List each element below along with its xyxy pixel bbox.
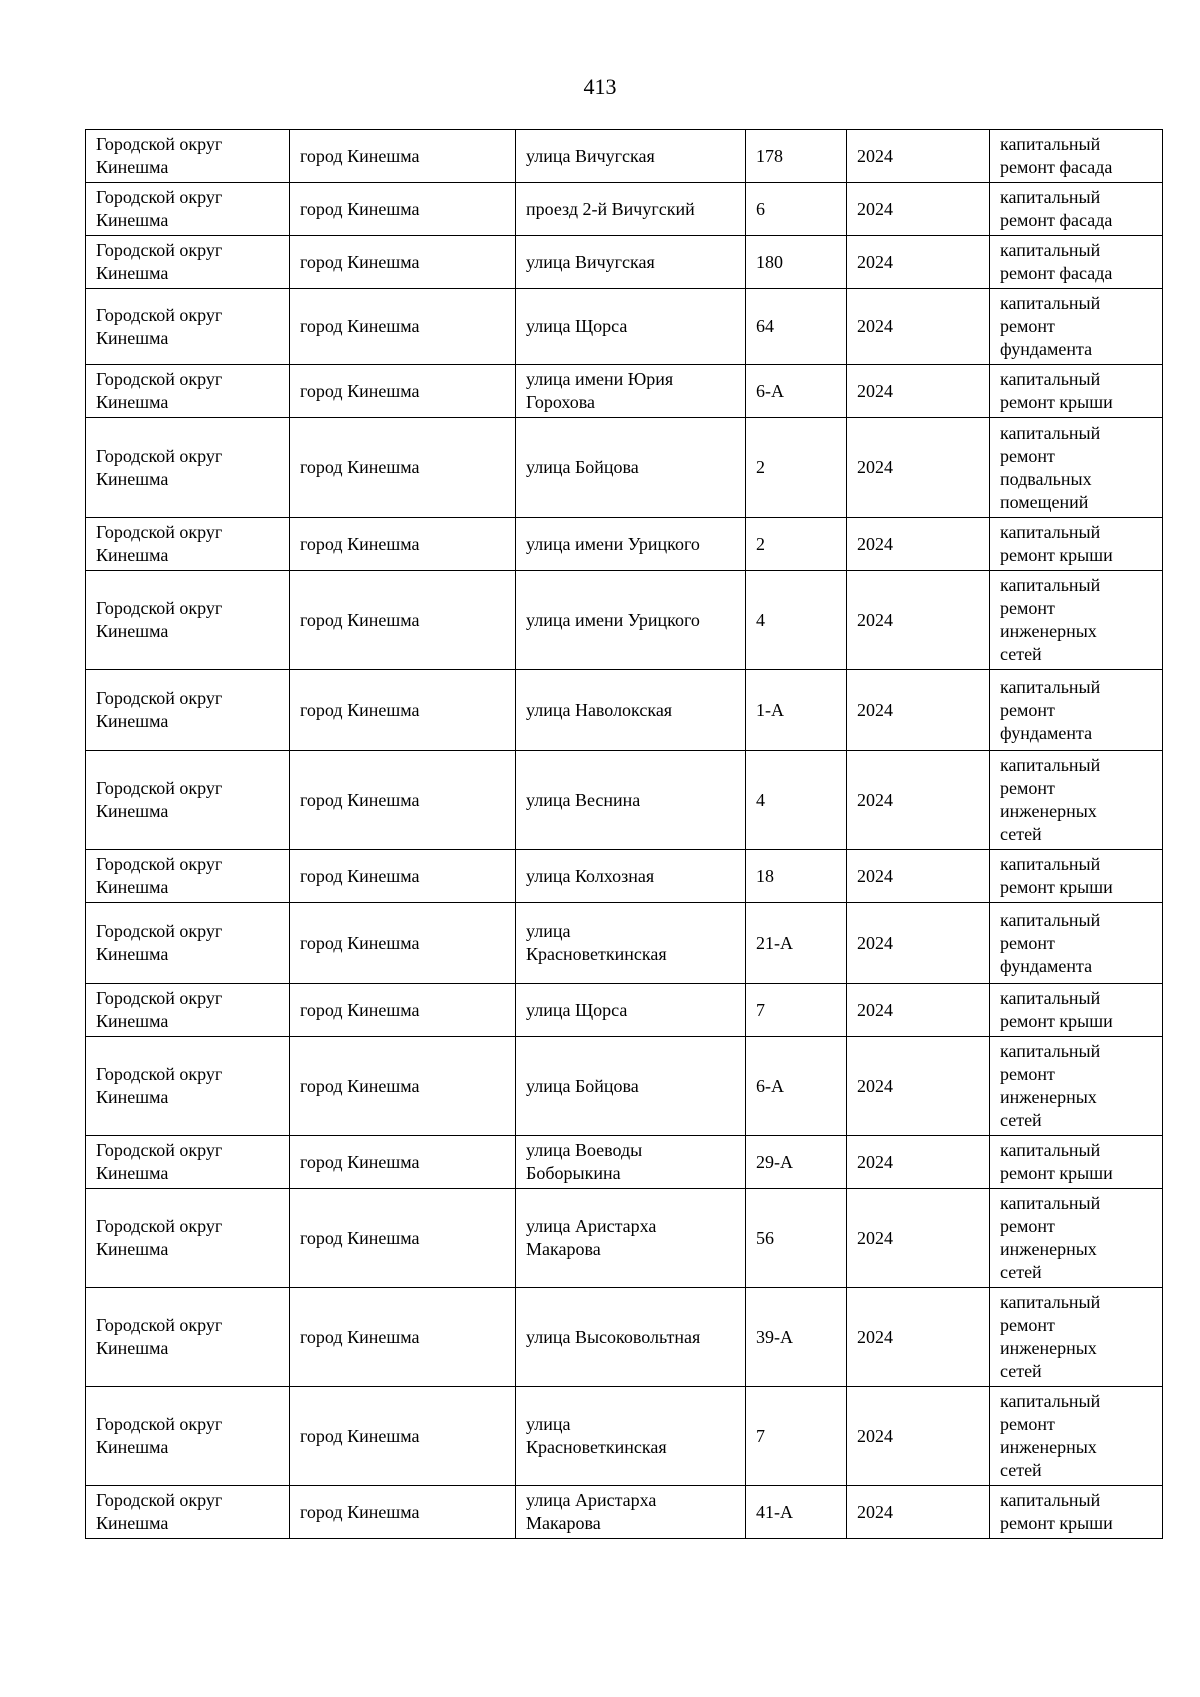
house-number-cell-text: 6 <box>756 198 765 219</box>
table-row <box>86 751 1163 850</box>
house-number-cell <box>746 518 847 571</box>
house-number-cell-text: 2 <box>756 457 765 477</box>
city-cell-text: город Кинешма <box>300 999 420 1020</box>
city-cell-text: город Кинешма <box>300 1501 420 1522</box>
district-cell-text: Городской округ Кинешма <box>96 688 223 731</box>
street-cell-text: улица Аристарха Макарова <box>526 1216 657 1259</box>
table-row <box>86 1136 1163 1189</box>
house-number-cell <box>746 850 847 903</box>
house-number-cell-text: 1-А <box>756 699 784 720</box>
table-row <box>86 1387 1163 1486</box>
work-type-cell-text: капитальный ремонт фасада <box>1000 240 1113 283</box>
district-cell <box>86 1288 290 1387</box>
year-cell <box>847 670 990 751</box>
year-cell-text: 2024 <box>857 999 893 1020</box>
house-number-cell-text: 7 <box>756 999 765 1020</box>
district-cell <box>86 1136 290 1189</box>
street-cell <box>516 571 746 670</box>
house-number-cell-text: 7 <box>756 1425 765 1446</box>
street-cell-text: улица Вичугская <box>526 251 655 272</box>
street-cell <box>516 183 746 236</box>
work-type-cell <box>990 1189 1163 1288</box>
district-cell-text: Городской округ Кинешма <box>96 187 223 230</box>
district-cell <box>86 571 290 670</box>
house-number-cell-text: 41-А <box>756 1501 793 1522</box>
district-cell-text: Городской округ Кинешма <box>96 445 223 489</box>
year-cell-text: 2024 <box>857 457 893 477</box>
year-cell-text: 2024 <box>857 699 893 720</box>
street-cell <box>516 1486 746 1539</box>
city-cell <box>290 1136 516 1189</box>
work-type-cell-text: капитальный ремонт крыши <box>1000 1490 1113 1533</box>
city-cell-text: город Кинешма <box>300 1326 420 1347</box>
city-cell-text: город Кинешма <box>300 932 420 953</box>
street-cell-text: улица имени Урицкого <box>526 609 700 630</box>
street-cell <box>516 289 746 365</box>
district-cell-text: Городской округ Кинешма <box>96 304 223 348</box>
year-cell <box>847 183 990 236</box>
work-type-cell <box>990 670 1163 751</box>
work-type-cell <box>990 1387 1163 1486</box>
house-number-cell <box>746 903 847 984</box>
district-cell-text: Городской округ Кинешма <box>96 522 223 565</box>
work-type-cell-text: капитальный ремонт инженерных сетей <box>1000 575 1101 664</box>
house-number-cell <box>746 670 847 751</box>
street-cell-text: улица Аристарха Макарова <box>526 1490 657 1533</box>
district-cell-text: Городской округ Кинешма <box>96 1490 223 1533</box>
house-number-cell <box>746 183 847 236</box>
city-cell <box>290 751 516 850</box>
house-number-cell-text: 6-А <box>756 380 784 401</box>
house-number-cell-text: 6-А <box>756 1075 784 1096</box>
year-cell <box>847 850 990 903</box>
house-number-cell <box>746 418 847 518</box>
table-row <box>86 984 1163 1037</box>
work-type-cell-text: капитальный ремонт фундамента <box>1000 293 1101 359</box>
work-type-cell <box>990 903 1163 984</box>
house-number-cell <box>746 236 847 289</box>
city-cell <box>290 365 516 418</box>
page-number: 413 <box>583 74 617 99</box>
house-number-cell-text: 4 <box>756 789 765 810</box>
district-cell-text: Городской округ Кинешма <box>96 369 223 412</box>
work-type-cell-text: капитальный ремонт фасада <box>1000 187 1113 230</box>
year-cell <box>847 289 990 365</box>
street-cell <box>516 236 746 289</box>
street-cell <box>516 1387 746 1486</box>
work-type-cell-text: капитальный ремонт инженерных сетей <box>1000 1193 1101 1282</box>
year-cell <box>847 571 990 670</box>
city-cell-text: город Кинешма <box>300 609 420 630</box>
street-cell-text: улица Вичугская <box>526 145 655 166</box>
city-cell <box>290 1037 516 1136</box>
street-cell-text: улица Веснина <box>526 789 641 810</box>
work-type-cell-text: капитальный ремонт крыши <box>1000 988 1113 1031</box>
year-cell-text: 2024 <box>857 609 893 630</box>
city-cell <box>290 1387 516 1486</box>
city-cell <box>290 903 516 984</box>
work-type-cell <box>990 183 1163 236</box>
work-type-cell-text: капитальный ремонт инженерных сетей <box>1000 1391 1101 1480</box>
year-cell-text: 2024 <box>857 1151 893 1172</box>
city-cell-text: город Кинешма <box>300 198 420 219</box>
house-number-cell-text: 29-А <box>756 1151 793 1172</box>
year-cell <box>847 130 990 183</box>
street-cell <box>516 751 746 850</box>
year-cell <box>847 751 990 850</box>
house-number-cell-text: 39-А <box>756 1326 793 1347</box>
work-type-cell-text: капитальный ремонт крыши <box>1000 522 1113 565</box>
district-cell-text: Городской округ Кинешма <box>96 778 223 821</box>
district-cell <box>86 670 290 751</box>
table-row <box>86 365 1163 418</box>
city-cell-text: город Кинешма <box>300 380 420 401</box>
city-cell <box>290 670 516 751</box>
street-cell <box>516 1037 746 1136</box>
city-cell-text: город Кинешма <box>300 789 420 810</box>
district-cell <box>86 1037 290 1136</box>
year-cell-text: 2024 <box>857 533 893 554</box>
house-number-cell-text: 21-А <box>756 932 793 953</box>
year-cell-text: 2024 <box>857 145 893 166</box>
house-number-cell <box>746 289 847 365</box>
street-cell <box>516 1288 746 1387</box>
street-cell-text: улица имени Юрия Горохова <box>526 369 674 412</box>
table-row <box>86 1189 1163 1288</box>
year-cell-text: 2024 <box>857 316 893 336</box>
table-row <box>86 183 1163 236</box>
year-cell-text: 2024 <box>857 251 893 272</box>
street-cell-text: улица Бойцова <box>526 1075 639 1096</box>
table-row <box>86 903 1163 984</box>
work-type-cell-text: капитальный ремонт подвальных помещений <box>1000 422 1101 512</box>
year-cell <box>847 1486 990 1539</box>
year-cell-text: 2024 <box>857 1227 893 1248</box>
street-cell-text: улица Щорса <box>526 316 628 336</box>
district-cell <box>86 984 290 1037</box>
city-cell <box>290 1486 516 1539</box>
year-cell <box>847 1037 990 1136</box>
city-cell-text: город Кинешма <box>300 1227 420 1248</box>
table-row <box>86 418 1163 518</box>
table-row <box>86 130 1163 183</box>
table-row <box>86 1037 1163 1136</box>
district-cell <box>86 1189 290 1288</box>
house-number-cell <box>746 1136 847 1189</box>
work-type-cell <box>990 518 1163 571</box>
street-cell <box>516 850 746 903</box>
house-number-cell-text: 64 <box>756 316 774 336</box>
city-cell <box>290 1288 516 1387</box>
year-cell-text: 2024 <box>857 932 893 953</box>
street-cell <box>516 903 746 984</box>
year-cell <box>847 1189 990 1288</box>
city-cell-text: город Кинешма <box>300 1425 420 1446</box>
year-cell-text: 2024 <box>857 1075 893 1096</box>
table-row <box>86 289 1163 365</box>
year-cell-text: 2024 <box>857 1501 893 1522</box>
street-cell <box>516 1136 746 1189</box>
street-cell <box>516 418 746 518</box>
work-type-cell <box>990 1136 1163 1189</box>
district-cell-text: Городской округ Кинешма <box>96 1140 223 1183</box>
district-cell <box>86 850 290 903</box>
house-number-cell <box>746 1037 847 1136</box>
house-number-cell-text: 56 <box>756 1227 774 1248</box>
city-cell <box>290 183 516 236</box>
table-body <box>86 130 1163 1539</box>
work-type-cell-text: капитальный ремонт фасада <box>1000 134 1113 177</box>
city-cell-text: город Кинешма <box>300 145 420 166</box>
street-cell <box>516 130 746 183</box>
district-cell <box>86 903 290 984</box>
work-type-cell <box>990 850 1163 903</box>
table-row <box>86 1288 1163 1387</box>
street-cell <box>516 518 746 571</box>
year-cell-text: 2024 <box>857 380 893 401</box>
street-cell-text: улица Колхозная <box>526 865 655 886</box>
work-type-cell-text: капитальный ремонт фундамента <box>1000 676 1101 743</box>
work-type-cell <box>990 571 1163 670</box>
work-type-cell-text: капитальный ремонт крыши <box>1000 854 1113 897</box>
district-cell <box>86 1486 290 1539</box>
district-cell-text: Городской округ Кинешма <box>96 1315 223 1358</box>
house-number-cell <box>746 365 847 418</box>
table-row <box>86 850 1163 903</box>
house-number-cell <box>746 984 847 1037</box>
year-cell-text: 2024 <box>857 865 893 886</box>
house-number-cell-text: 180 <box>756 251 783 272</box>
work-type-cell <box>990 1037 1163 1136</box>
district-cell <box>86 418 290 518</box>
work-type-cell-text: капитальный ремонт инженерных сетей <box>1000 1292 1101 1381</box>
house-number-cell <box>746 1189 847 1288</box>
year-cell-text: 2024 <box>857 1425 893 1446</box>
house-number-cell <box>746 751 847 850</box>
street-cell-text: улица Красноветкинская <box>526 1414 667 1457</box>
work-type-cell-text: капитальный ремонт инженерных сетей <box>1000 1041 1101 1130</box>
street-cell-text: проезд 2-й Вичугский <box>526 198 695 219</box>
year-cell <box>847 518 990 571</box>
city-cell-text: город Кинешма <box>300 251 420 272</box>
house-number-cell <box>746 1486 847 1539</box>
house-number-cell-text: 4 <box>756 609 765 630</box>
year-cell <box>847 903 990 984</box>
district-cell <box>86 130 290 183</box>
district-cell-text: Городской округ Кинешма <box>96 1414 223 1457</box>
year-cell-text: 2024 <box>857 1326 893 1347</box>
district-cell <box>86 183 290 236</box>
district-cell <box>86 518 290 571</box>
street-cell-text: улица имени Урицкого <box>526 533 700 554</box>
city-cell-text: город Кинешма <box>300 699 420 720</box>
district-cell-text: Городской округ Кинешма <box>96 598 223 641</box>
district-cell <box>86 289 290 365</box>
table-row <box>86 1486 1163 1539</box>
house-number-cell <box>746 130 847 183</box>
street-cell <box>516 1189 746 1288</box>
work-type-cell <box>990 236 1163 289</box>
work-type-cell-text: капитальный ремонт крыши <box>1000 1140 1113 1183</box>
district-cell-text: Городской округ Кинешма <box>96 854 223 897</box>
work-type-cell-text: капитальный ремонт фундамента <box>1000 909 1101 976</box>
house-number-cell <box>746 571 847 670</box>
street-cell-text: улица Красноветкинская <box>526 921 667 964</box>
house-number-cell-text: 178 <box>756 145 783 166</box>
house-number-cell <box>746 1387 847 1486</box>
city-cell <box>290 571 516 670</box>
city-cell-text: город Кинешма <box>300 1151 420 1172</box>
street-cell <box>516 365 746 418</box>
table-row <box>86 571 1163 670</box>
city-cell <box>290 518 516 571</box>
city-cell-text: город Кинешма <box>300 457 420 477</box>
work-type-cell-text: капитальный ремонт крыши <box>1000 369 1113 412</box>
year-cell <box>847 236 990 289</box>
city-cell <box>290 984 516 1037</box>
work-type-cell <box>990 365 1163 418</box>
year-cell-text: 2024 <box>857 198 893 219</box>
city-cell <box>290 289 516 365</box>
district-cell-text: Городской округ Кинешма <box>96 1216 223 1259</box>
year-cell <box>847 1136 990 1189</box>
district-cell-text: Городской округ Кинешма <box>96 988 223 1031</box>
city-cell <box>290 850 516 903</box>
district-cell-text: Городской округ Кинешма <box>96 134 223 177</box>
street-cell-text: улица Воеводы Боборыкина <box>526 1140 643 1183</box>
street-cell-text: улица Бойцова <box>526 457 639 477</box>
year-cell <box>847 365 990 418</box>
district-cell <box>86 751 290 850</box>
work-type-cell <box>990 1288 1163 1387</box>
street-cell-text: улица Щорса <box>526 999 628 1020</box>
year-cell <box>847 1288 990 1387</box>
city-cell-text: город Кинешма <box>300 865 420 886</box>
year-cell <box>847 984 990 1037</box>
year-cell <box>847 1387 990 1486</box>
city-cell-text: город Кинешма <box>300 533 420 554</box>
city-cell-text: город Кинешма <box>300 316 420 336</box>
table-row <box>86 236 1163 289</box>
work-type-cell-text: капитальный ремонт инженерных сетей <box>1000 755 1101 844</box>
house-number-cell <box>746 1288 847 1387</box>
street-cell <box>516 984 746 1037</box>
work-type-cell <box>990 751 1163 850</box>
year-cell <box>847 418 990 518</box>
district-cell-text: Городской округ Кинешма <box>96 240 223 283</box>
district-cell <box>86 236 290 289</box>
table-row <box>86 670 1163 751</box>
district-cell-text: Городской округ Кинешма <box>96 1064 223 1107</box>
street-cell <box>516 670 746 751</box>
house-number-cell-text: 2 <box>756 533 765 554</box>
street-cell-text: улица Наволокская <box>526 699 673 720</box>
repair-table <box>85 129 1163 1539</box>
city-cell <box>290 1189 516 1288</box>
district-cell-text: Городской округ Кинешма <box>96 921 223 964</box>
work-type-cell <box>990 418 1163 518</box>
table-row <box>86 518 1163 571</box>
district-cell <box>86 365 290 418</box>
city-cell <box>290 236 516 289</box>
city-cell <box>290 418 516 518</box>
work-type-cell <box>990 289 1163 365</box>
street-cell-text: улица Высоковольтная <box>526 1326 701 1347</box>
house-number-cell-text: 18 <box>756 865 774 886</box>
work-type-cell <box>990 130 1163 183</box>
year-cell-text: 2024 <box>857 789 893 810</box>
city-cell <box>290 130 516 183</box>
work-type-cell <box>990 1486 1163 1539</box>
city-cell-text: город Кинешма <box>300 1075 420 1096</box>
district-cell <box>86 1387 290 1486</box>
work-type-cell <box>990 984 1163 1037</box>
